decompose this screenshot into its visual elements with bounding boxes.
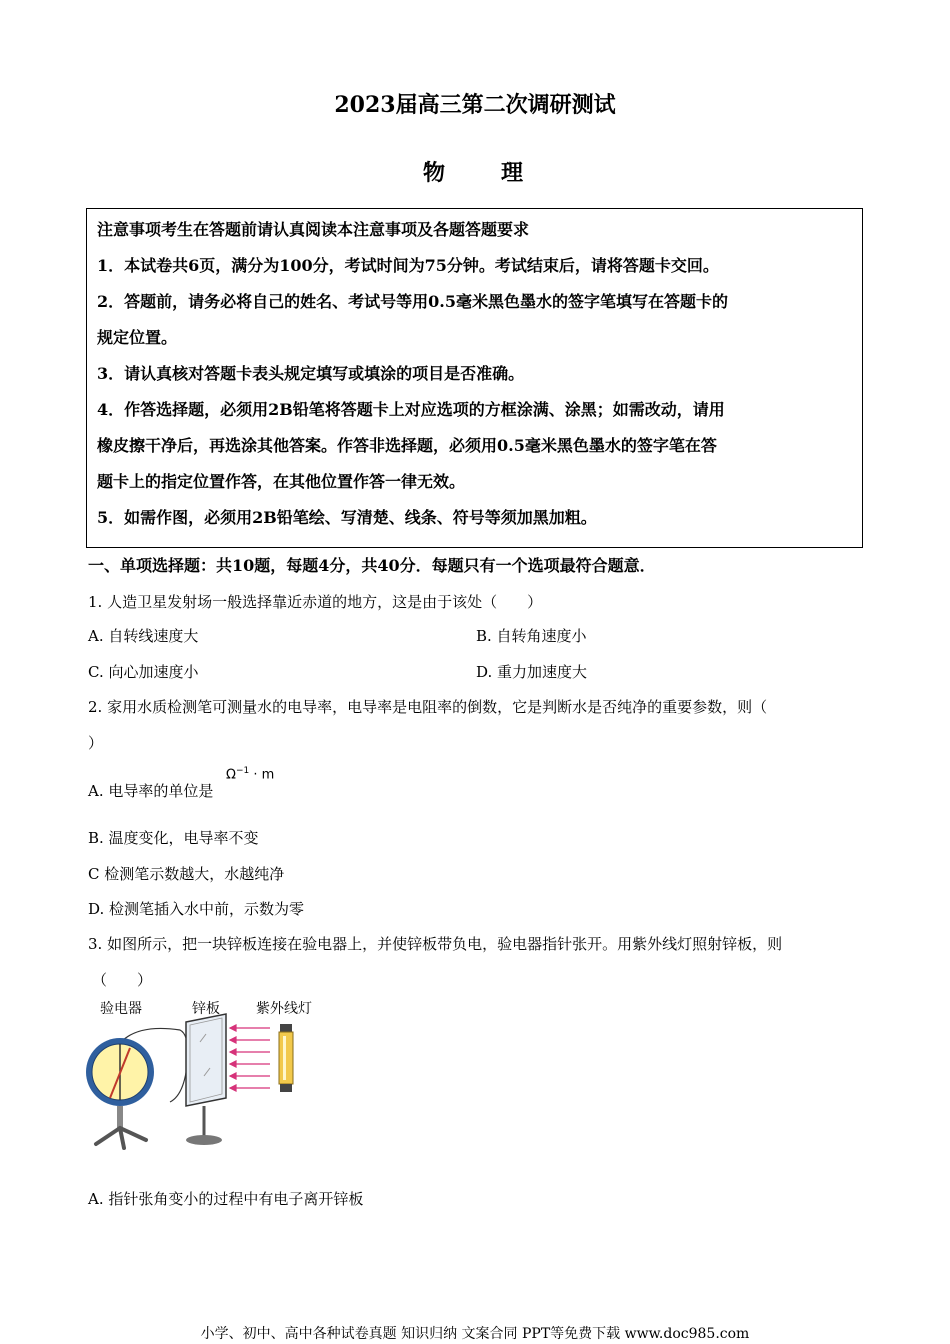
q1-option-a: A. 自转线速度大	[88, 627, 199, 645]
notice-item: 1．本试卷共6页，满分为100分，考试时间为75分钟。考试结束后，请将答题卡交回。	[97, 256, 719, 275]
zinc-plate-assembly	[186, 1014, 226, 1145]
subject-title: 物 理	[422, 160, 527, 186]
q2-stem-cont: ）	[88, 734, 104, 752]
section-heading: 一、单项选择题：共10题，每题4分，共40分．每题只有一个选项最符合题意．	[88, 556, 656, 575]
q1-option-b: B. 自转角速度小	[476, 627, 587, 645]
notice-item: 规定位置。	[97, 328, 178, 347]
q2-option-a: A. 电导率的单位是	[88, 782, 214, 800]
notice-item: 3．请认真核对答题卡表头规定填写或填涂的项目是否准确。	[97, 364, 525, 383]
q2-option-c: C 检测笔示数越大，水越纯净	[88, 865, 285, 883]
q3-figure	[80, 994, 340, 1154]
unit-formula	[226, 766, 274, 782]
page-title: 2023届高三第二次调研测试	[334, 92, 616, 118]
tripod-base	[96, 1128, 146, 1148]
plate-stand-base	[186, 1135, 222, 1145]
q2-option-d: D. 检测笔插入水中前，示数为零	[88, 900, 305, 918]
notice-heading: 注意事项考生在答题前请认真阅读本注意事项及各题答题要求	[97, 220, 530, 239]
notice-item: 橡皮擦干净后，再选涂其他答案。作答非选择题，必须用0.5毫米黑色墨水的签字笔在答	[97, 436, 717, 455]
notice-box	[86, 208, 863, 548]
lamp-cap-bottom	[280, 1084, 292, 1092]
q2-stem: 2. 家用水质检测笔可测量水的电导率，电导率是电阻率的倒数，它是判断水是否纯净的重要参数，则（	[88, 698, 768, 716]
q2-option-b: B. 温度变化，电导率不变	[88, 829, 259, 847]
uv-rays	[230, 1025, 270, 1091]
lamp-cap-top	[280, 1024, 292, 1032]
q1-option-d: D. 重力加速度大	[476, 663, 588, 681]
zinc-plate	[186, 1014, 226, 1106]
footer: 小学、初中、高中各种试卷真题 知识归纳 文案合同 PPT等免费下载 www.doc985.com	[200, 1326, 750, 1342]
label-uv-lamp: 紫外线灯	[256, 1001, 312, 1017]
notice-item: 2．答题前，请务必将自己的姓名、考试号等用0.5毫米黑色墨水的签字笔填写在答题卡的	[97, 292, 728, 311]
notice-item: 5．如需作图，必须用2B铅笔绘、写清楚、线条、符号等须加黑加粗。	[97, 508, 597, 527]
lamp-glow	[283, 1036, 286, 1080]
label-electroscope: 验电器	[100, 1001, 142, 1017]
unit-omega: Ω	[226, 767, 236, 783]
electroscope	[86, 1038, 154, 1148]
q3-stem: 3. 如图所示，把一块锌板连接在验电器上，并使锌板带负电，验电器指针张开。用紫外线灯照射锌板，则	[88, 935, 783, 953]
q3-stem-cont: （ ）	[92, 971, 153, 989]
electroscope-stand	[117, 1106, 123, 1128]
unit-tail: · m	[249, 767, 275, 783]
uv-lamp	[279, 1024, 293, 1092]
unit-exponent: −1	[235, 766, 250, 776]
notice-item: 题卡上的指定位置作答，在其他位置作答一律无效。	[97, 472, 466, 491]
label-zinc-plate: 锌板	[192, 1001, 220, 1017]
q3-option-a: A. 指针张角变小的过程中有电子离开锌板	[88, 1190, 364, 1208]
q1-stem: 1. 人造卫星发射场一般选择靠近赤道的地方，这是由于该处（ ）	[88, 593, 543, 611]
notice-item: 4．作答选择题，必须用2B铅笔将答题卡上对应选项的方框涂满、涂黑；如需改动，请用	[97, 400, 725, 419]
q1-option-c: C. 向心加速度小	[88, 663, 199, 681]
